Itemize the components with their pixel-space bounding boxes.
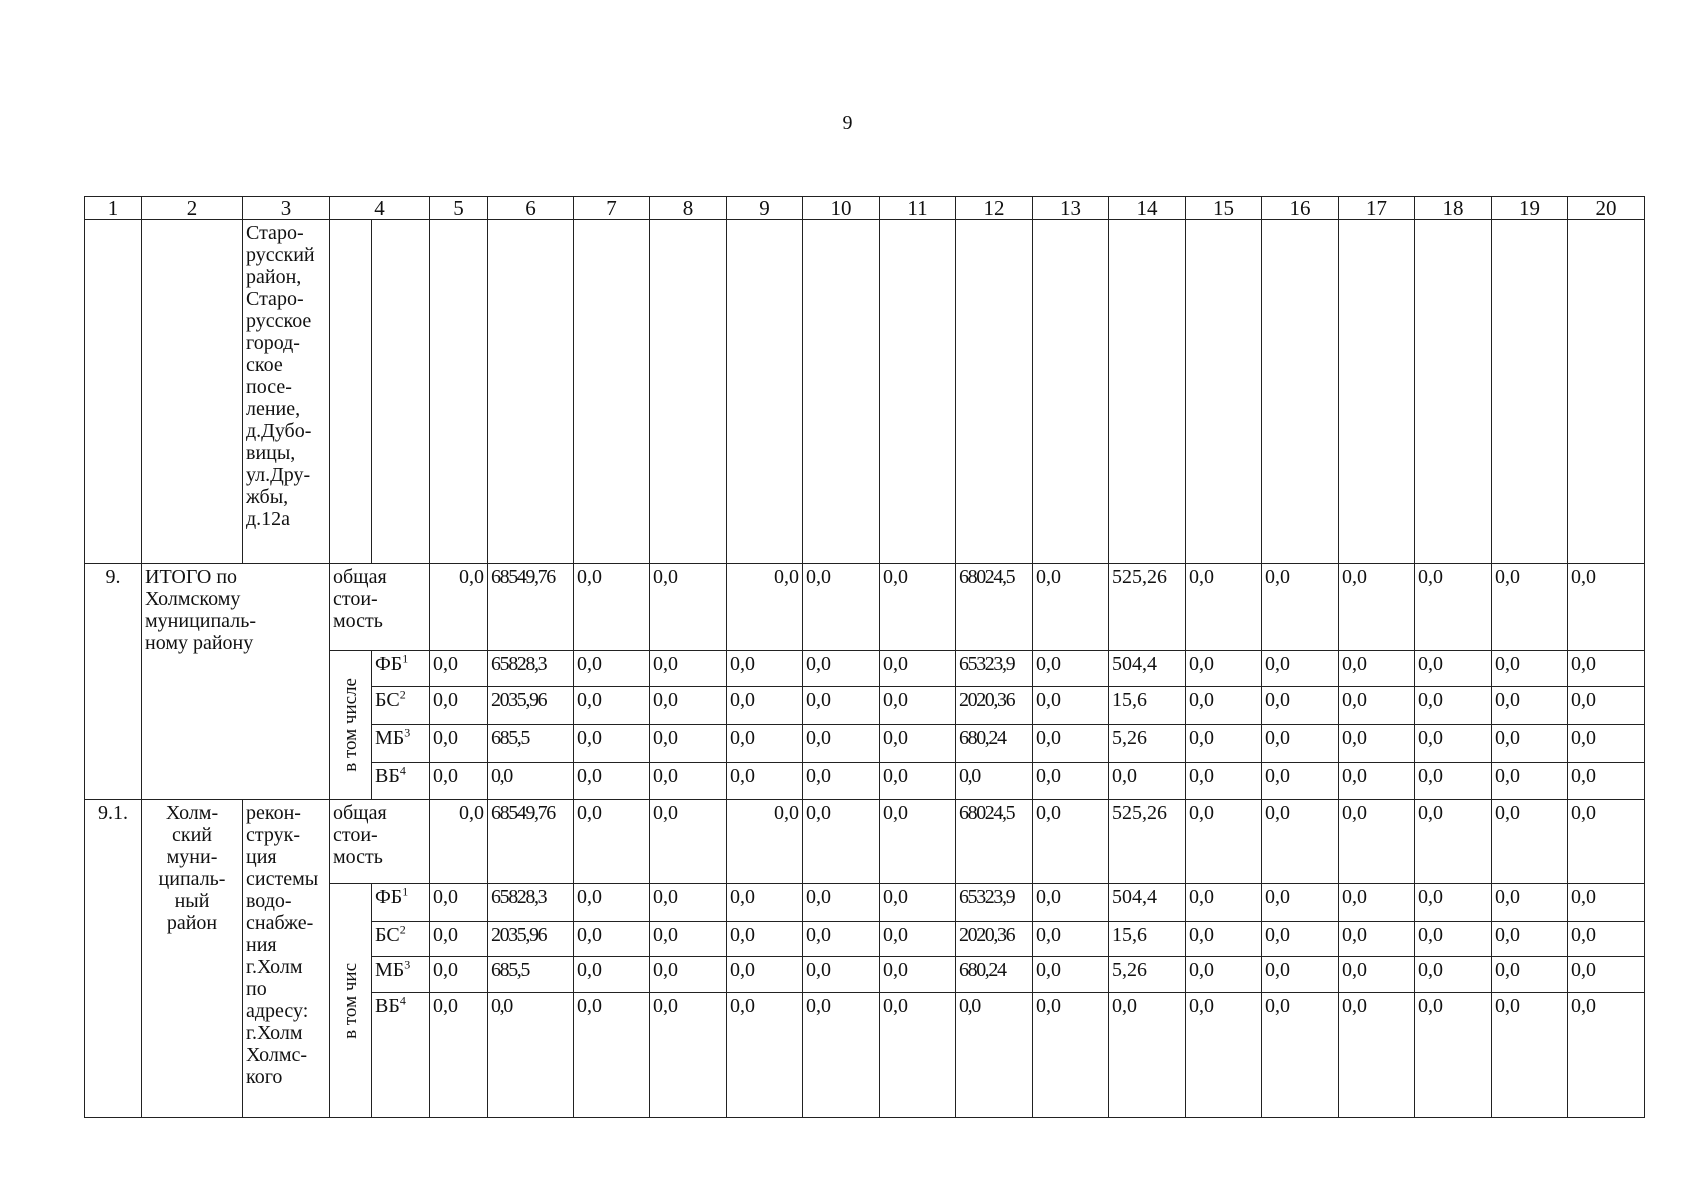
footnote-mark: 2 <box>399 922 406 937</box>
funding-value: 0,0 <box>650 884 727 922</box>
funding-value: 0,0 <box>803 884 880 922</box>
total-value: 68549,76 <box>488 563 574 650</box>
total-value: 0,0 <box>880 563 956 650</box>
funding-value: 0,0 <box>430 724 488 762</box>
funding-value: 0,0 <box>1186 650 1262 687</box>
funding-value: 504,4 <box>1109 650 1186 687</box>
total-value: 525,26 <box>1109 800 1186 884</box>
funding-value: 0,0 <box>727 957 803 993</box>
funding-value: 0,0 <box>803 650 880 687</box>
funding-value: 0,0 <box>1262 687 1339 725</box>
funding-source-name: МБ <box>375 726 405 749</box>
funding-value: 2035,96 <box>488 921 574 957</box>
empty-cell <box>1415 220 1492 563</box>
funding-value: 0,0 <box>650 724 727 762</box>
funding-value: 0,0 <box>574 762 650 800</box>
total-value: 0,0 <box>1339 800 1415 884</box>
total-cost-label-text: общая стои- мость <box>333 565 387 632</box>
empty-cell <box>1568 220 1645 563</box>
funding-value: 0,0 <box>1568 650 1645 687</box>
funding-value: 0,0 <box>1568 957 1645 993</box>
empty-cell <box>956 220 1033 563</box>
funding-value: 0,0 <box>1568 884 1645 922</box>
total-value: 0,0 <box>727 800 803 884</box>
funding-value: 0,0 <box>574 884 650 922</box>
funding-source-label <box>372 762 430 800</box>
group-label-vertical <box>330 650 372 799</box>
funding-value: 0,0 <box>1033 650 1109 687</box>
header-cell-11: 11 <box>880 197 956 220</box>
funding-value: 5,26 <box>1109 724 1186 762</box>
funding-value: 0,0 <box>1415 687 1492 725</box>
funding-value: 0,0 <box>650 957 727 993</box>
funding-value: 0,0 <box>1568 724 1645 762</box>
header-cell-14: 14 <box>1109 197 1186 220</box>
funding-value: 0,0 <box>803 687 880 725</box>
section-number <box>85 800 142 1118</box>
funding-value: 0,0 <box>1186 687 1262 725</box>
funding-value: 0,0 <box>1492 992 1568 1117</box>
empty-cell <box>488 220 574 563</box>
empty-cell <box>1186 220 1262 563</box>
total-value: 0,0 <box>1339 563 1415 650</box>
header-cell-10: 10 <box>803 197 880 220</box>
total-value: 0,0 <box>1262 800 1339 884</box>
empty-cell <box>1033 220 1109 563</box>
section-object-text: рекон- струк- ция системы водо- снабже- ния г.Холм по адресу: г.Холм Холмс- кого <box>246 802 319 1089</box>
funding-value: 0,0 <box>1262 724 1339 762</box>
group-label: в том чис <box>339 962 361 1039</box>
total-value: 0,0 <box>1492 563 1568 650</box>
section-name <box>142 800 243 1118</box>
funding-value: 0,0 <box>574 957 650 993</box>
funding-value: 0,0 <box>650 687 727 725</box>
total-value: 0,0 <box>1186 800 1262 884</box>
funding-value: 0,0 <box>1415 884 1492 922</box>
header-row <box>85 197 1645 220</box>
empty-cell <box>1262 220 1339 563</box>
funding-value: 0,0 <box>727 762 803 800</box>
empty-cell <box>1339 220 1415 563</box>
funding-value: 2035,96 <box>488 687 574 725</box>
funding-value: 0,0 <box>1568 921 1645 957</box>
funding-value: 0,0 <box>574 921 650 957</box>
section-name <box>142 563 330 800</box>
funding-value: 685,5 <box>488 724 574 762</box>
total-value: 0,0 <box>727 563 803 650</box>
funding-value: 0,0 <box>1492 957 1568 993</box>
funding-value: 0,0 <box>1033 957 1109 993</box>
funding-value: 0,0 <box>1415 724 1492 762</box>
funding-value: 0,0 <box>803 724 880 762</box>
empty-cell <box>430 220 488 563</box>
funding-value: 0,0 <box>430 921 488 957</box>
funding-value: 0,0 <box>650 992 727 1117</box>
header-cell-7: 7 <box>574 197 650 220</box>
total-value: 0,0 <box>1033 563 1109 650</box>
section-name-text: ИТОГО по Холмскому муниципаль- ному району <box>145 565 256 654</box>
funding-source-name: МБ <box>375 959 405 982</box>
total-value: 0,0 <box>880 800 956 884</box>
funding-source-name: БС <box>375 689 400 712</box>
footnote-mark: 3 <box>404 725 411 740</box>
funding-value: 0,0 <box>1568 762 1645 800</box>
header-cell-16: 16 <box>1262 197 1339 220</box>
funding-value: 0,0 <box>1339 957 1415 993</box>
total-value: 0,0 <box>574 563 650 650</box>
total-value: 0,0 <box>803 800 880 884</box>
funding-value: 0,0 <box>1415 921 1492 957</box>
funding-value: 0,0 <box>956 762 1033 800</box>
funding-value: 0,0 <box>1262 957 1339 993</box>
empty-cell <box>1109 220 1186 563</box>
funding-source-label <box>372 992 430 1117</box>
funding-value: 0,0 <box>727 687 803 725</box>
funding-source-name: ВБ <box>375 764 400 787</box>
header-cell-8: 8 <box>650 197 727 220</box>
section-number-text: 9. <box>105 565 121 588</box>
funding-value: 0,0 <box>803 957 880 993</box>
funding-value: 0,0 <box>1033 884 1109 922</box>
funding-value: 0,0 <box>1033 762 1109 800</box>
total-cost-label <box>330 800 430 884</box>
funding-value: 504,4 <box>1109 884 1186 922</box>
section-total-row <box>85 563 1645 650</box>
funding-value: 685,5 <box>488 957 574 993</box>
funding-value: 15,6 <box>1109 921 1186 957</box>
funding-source-label <box>372 687 430 725</box>
total-value: 0,0 <box>1568 563 1645 650</box>
funding-value: 0,0 <box>1186 884 1262 922</box>
funding-value: 0,0 <box>1568 992 1645 1117</box>
funding-value: 0,0 <box>1415 650 1492 687</box>
funding-value: 0,0 <box>727 921 803 957</box>
header-cell-15: 15 <box>1186 197 1262 220</box>
funding-value: 0,0 <box>1262 992 1339 1117</box>
funding-value: 5,26 <box>1109 957 1186 993</box>
funding-value: 15,6 <box>1109 687 1186 725</box>
funding-value: 0,0 <box>1492 762 1568 800</box>
funding-value: 0,0 <box>727 884 803 922</box>
funding-value: 0,0 <box>650 762 727 800</box>
funding-value: 65828,3 <box>488 884 574 922</box>
funding-value: 0,0 <box>574 650 650 687</box>
header-cell-4: 4 <box>330 197 430 220</box>
funding-value: 0,0 <box>574 992 650 1117</box>
funding-value: 0,0 <box>1339 921 1415 957</box>
section-total-row <box>85 800 1645 884</box>
funding-value: 65323,9 <box>956 650 1033 687</box>
total-cost-label-text: общая стои- мость <box>333 802 387 869</box>
section-number <box>85 563 142 800</box>
total-value: 0,0 <box>1186 563 1262 650</box>
header-cell-6: 6 <box>488 197 574 220</box>
funding-value: 0,0 <box>1033 724 1109 762</box>
header-cell-2: 2 <box>142 197 243 220</box>
funding-value: 0,0 <box>1186 724 1262 762</box>
total-value: 0,0 <box>1415 563 1492 650</box>
funding-value: 2020,36 <box>956 921 1033 957</box>
page-number: 9 <box>842 112 853 134</box>
total-value: 0,0 <box>430 563 488 650</box>
funding-value: 0,0 <box>1262 762 1339 800</box>
header-cell-5: 5 <box>430 197 488 220</box>
funding-value: 0,0 <box>650 921 727 957</box>
funding-value: 0,0 <box>1186 921 1262 957</box>
total-value: 0,0 <box>574 800 650 884</box>
empty-cell <box>880 220 956 563</box>
funding-value: 0,0 <box>1033 992 1109 1117</box>
total-value: 0,0 <box>1492 800 1568 884</box>
funding-value: 0,0 <box>574 687 650 725</box>
empty-cell <box>330 220 372 563</box>
funding-value: 0,0 <box>574 724 650 762</box>
funding-value: 0,0 <box>1492 650 1568 687</box>
funding-value: 0,0 <box>430 884 488 922</box>
header-cell-20: 20 <box>1568 197 1645 220</box>
total-value: 0,0 <box>650 563 727 650</box>
continuation-location <box>243 220 330 563</box>
funding-value: 0,0 <box>803 921 880 957</box>
funding-value: 0,0 <box>1492 687 1568 725</box>
funding-value: 0,0 <box>1186 762 1262 800</box>
funding-value: 680,24 <box>956 957 1033 993</box>
funding-value: 0,0 <box>1339 687 1415 725</box>
funding-value: 0,0 <box>727 724 803 762</box>
funding-value: 0,0 <box>1415 762 1492 800</box>
header-cell-17: 17 <box>1339 197 1415 220</box>
funding-value: 0,0 <box>1339 650 1415 687</box>
funding-value: 0,0 <box>1415 992 1492 1117</box>
empty-cell <box>85 220 142 563</box>
funding-value: 0,0 <box>727 650 803 687</box>
total-value: 0,0 <box>1568 800 1645 884</box>
funding-value: 0,0 <box>880 921 956 957</box>
empty-cell <box>727 220 803 563</box>
footnote-mark: 1 <box>402 884 409 899</box>
funding-value: 0,0 <box>430 687 488 725</box>
funding-value: 0,0 <box>880 650 956 687</box>
total-cost-label <box>330 563 430 650</box>
empty-cell <box>1492 220 1568 563</box>
funding-value: 0,0 <box>430 650 488 687</box>
continuation-location-text: Старо- русский район, Старо- русское город- ское посе- ление, д.Дубо- вицы, ул.Дру- жбы, д.12а <box>246 222 315 531</box>
funding-value: 0,0 <box>1262 650 1339 687</box>
funding-value: 0,0 <box>880 884 956 922</box>
funding-value: 0,0 <box>430 992 488 1117</box>
section-number-text: 9.1. <box>98 802 128 825</box>
funding-value: 0,0 <box>1262 921 1339 957</box>
funding-source-label <box>372 921 430 957</box>
funding-value: 0,0 <box>1339 992 1415 1117</box>
funding-value: 0,0 <box>1033 687 1109 725</box>
header-cell-19: 19 <box>1492 197 1568 220</box>
empty-cell <box>650 220 727 563</box>
footnote-mark: 2 <box>399 687 406 702</box>
funding-value: 0,0 <box>727 992 803 1117</box>
funding-value: 0,0 <box>1339 884 1415 922</box>
funding-value: 0,0 <box>1033 921 1109 957</box>
funding-value: 0,0 <box>880 957 956 993</box>
budget-table <box>84 196 1645 1118</box>
funding-value: 0,0 <box>1186 992 1262 1117</box>
funding-value: 65828,3 <box>488 650 574 687</box>
funding-source-label <box>372 884 430 922</box>
total-value: 0,0 <box>430 800 488 884</box>
total-value: 0,0 <box>1033 800 1109 884</box>
funding-value: 2020,36 <box>956 687 1033 725</box>
funding-value: 65323,9 <box>956 884 1033 922</box>
funding-value: 0,0 <box>1492 884 1568 922</box>
total-value: 68024,5 <box>956 800 1033 884</box>
footnote-mark: 1 <box>402 651 409 666</box>
header-cell-18: 18 <box>1415 197 1492 220</box>
funding-source-name: ФБ <box>375 652 403 675</box>
funding-source-name: БС <box>375 923 400 946</box>
footnote-mark: 4 <box>399 993 406 1008</box>
funding-source-label <box>372 650 430 687</box>
funding-value: 0,0 <box>430 957 488 993</box>
funding-value: 0,0 <box>488 992 574 1117</box>
footnote-mark: 4 <box>399 762 406 777</box>
funding-value: 0,0 <box>488 762 574 800</box>
funding-value: 0,0 <box>803 762 880 800</box>
empty-cell <box>574 220 650 563</box>
funding-value: 0,0 <box>1339 724 1415 762</box>
funding-value: 0,0 <box>880 687 956 725</box>
total-value: 0,0 <box>803 563 880 650</box>
funding-value: 0,0 <box>1492 921 1568 957</box>
header-cell-9: 9 <box>727 197 803 220</box>
section-object <box>243 800 330 1118</box>
funding-source-label <box>372 957 430 993</box>
empty-cell <box>142 220 243 563</box>
funding-value: 0,0 <box>880 724 956 762</box>
total-value: 0,0 <box>1415 800 1492 884</box>
funding-value: 0,0 <box>430 762 488 800</box>
total-value: 68549,76 <box>488 800 574 884</box>
funding-value: 0,0 <box>1415 957 1492 993</box>
header-cell-13: 13 <box>1033 197 1109 220</box>
funding-value: 0,0 <box>1568 687 1645 725</box>
funding-value: 0,0 <box>1109 992 1186 1117</box>
funding-value: 680,24 <box>956 724 1033 762</box>
continuation-row <box>85 220 1645 563</box>
funding-source-name: ФБ <box>375 886 403 909</box>
total-value: 525,26 <box>1109 563 1186 650</box>
total-value: 0,0 <box>1262 563 1339 650</box>
section-name-text: Холм- ский муни- ципаль- ный район <box>158 802 226 935</box>
header-cell-12: 12 <box>956 197 1033 220</box>
funding-value: 0,0 <box>1186 957 1262 993</box>
funding-value: 0,0 <box>880 762 956 800</box>
funding-value: 0,0 <box>1492 724 1568 762</box>
total-value: 68024,5 <box>956 563 1033 650</box>
empty-cell <box>803 220 880 563</box>
footnote-mark: 3 <box>404 957 411 972</box>
funding-value: 0,0 <box>880 992 956 1117</box>
funding-value: 0,0 <box>1262 884 1339 922</box>
funding-source-label <box>372 724 430 762</box>
header-cell-1: 1 <box>85 197 142 220</box>
funding-source-name: ВБ <box>375 994 400 1017</box>
total-value: 0,0 <box>650 800 727 884</box>
funding-value: 0,0 <box>650 650 727 687</box>
group-label: в том числе <box>339 678 361 772</box>
funding-value: 0,0 <box>956 992 1033 1117</box>
funding-value: 0,0 <box>1109 762 1186 800</box>
header-cell-3: 3 <box>243 197 330 220</box>
funding-value: 0,0 <box>1339 762 1415 800</box>
funding-value: 0,0 <box>803 992 880 1117</box>
group-label-vertical <box>330 884 372 1118</box>
empty-cell <box>372 220 430 563</box>
